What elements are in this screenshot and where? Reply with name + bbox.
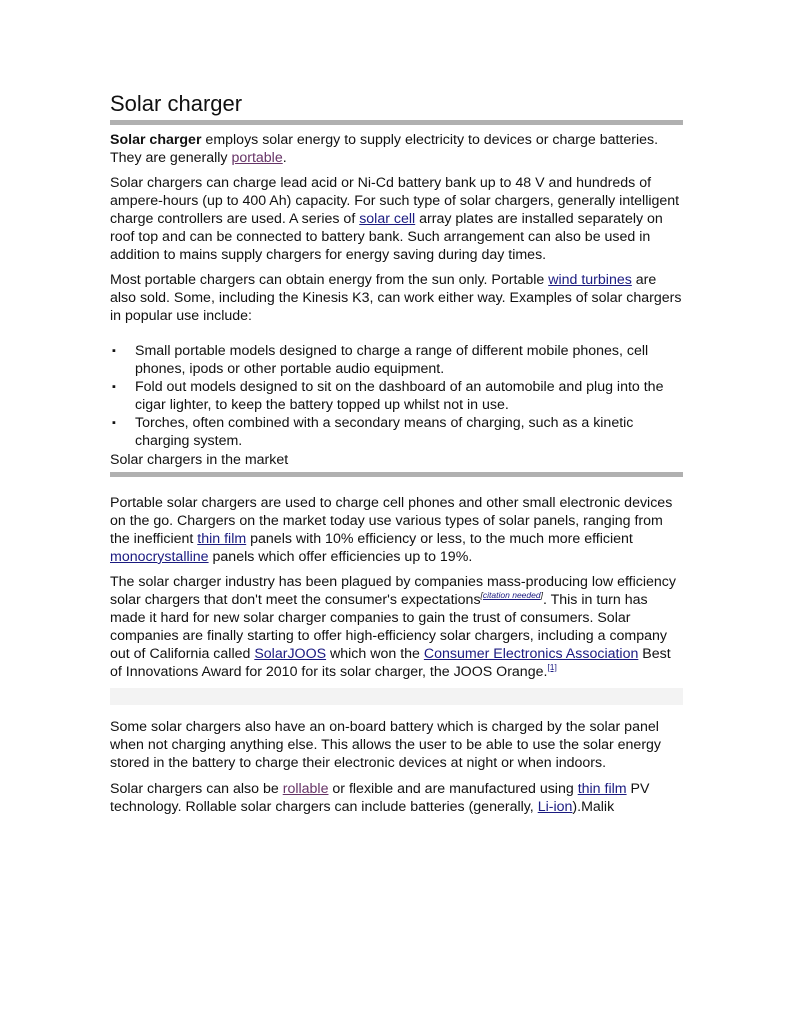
intro-paragraph: Solar charger employs solar energy to supply electricity to devices or charge batteries. They are generally portable.	[110, 132, 659, 166]
intro-bold: Solar charger	[110, 132, 202, 148]
list-item: ▪ Torches, often combined with a secondary means of charging, such as a kinetic charging system.	[112, 415, 634, 449]
link-thin-film-2[interactable]: thin film	[577, 781, 627, 797]
article	[110, 90, 683, 816]
bullet-icon: ▪	[112, 345, 116, 357]
link-solar-cell[interactable]: solar cell	[359, 211, 416, 227]
examples-list	[110, 342, 683, 450]
link-wind-turbines[interactable]: wind turbines	[548, 272, 632, 288]
image-placeholder-band	[110, 688, 683, 705]
link-citation-needed[interactable]: citation needed	[482, 590, 541, 600]
list-item: ▪ Fold out models designed to sit on the dashboard of an automobile and plug into the cigar lighter, to keep the battery topped up whilst not in use.	[112, 379, 664, 413]
link-rollable[interactable]: rollable	[282, 781, 329, 797]
bullet-icon: ▪	[112, 381, 116, 393]
paragraph-market: Portable solar chargers are used to charge cell phones and other small electronic devices on the go. Chargers on the market today use various types of solar panels, ranging from the inefficient thin film panels with 10% efficiency or less, to the much more efficient monocrystalline panels which offer efficiencies up to 19%.	[110, 495, 673, 565]
link-portable[interactable]: portable	[231, 150, 283, 166]
section-rule	[110, 472, 683, 477]
link-reference-1[interactable]: [1]	[547, 662, 557, 672]
link-thin-film[interactable]: thin film	[197, 531, 247, 547]
paragraph-portable-chargers: Most portable chargers can obtain energy from the sun only. Portable wind turbines are also sold. Some, including the Kinesis K3, can work either way. Examples of solar chargers in popular use include:	[110, 272, 682, 324]
link-monocrystalline[interactable]: monocrystalline	[110, 549, 209, 565]
paragraph-battery-bank: Solar chargers can charge lead acid or Ni-Cd battery bank up to 48 V and hundreds of ampere-hours (up to 400 Ah) capacity. For such type of solar chargers, generally intelligent charge controllers are used. A series of solar cell array plates are installed separately on roof top and can be connected to battery bank. Such arrangement can also be used in addition to mains supply chargers for energy saving during day times.	[110, 175, 680, 263]
bullet-icon: ▪	[112, 417, 116, 429]
paragraph-industry: The solar charger industry has been plagued by companies mass-producing low efficiency solar chargers that don't meet the consumer's expectations[citation needed]. This in turn has made it hard for new solar charger companies to gain the trust of consumers. Solar companies are finally starting to offer high-efficiency solar chargers, including a company out of California called SolarJOOS which won the Consumer Electronics Association Best of Innovations Award for 2010 for its solar charger, the JOOS Orange.[1]	[110, 574, 676, 680]
list-item: ▪ Small portable models designed to charge a range of different mobile phones, cell phones, ipods or other portable audio equipment.	[112, 343, 649, 377]
paragraph-onboard-battery: Some solar chargers also have an on-board battery which is charged by the solar panel when not charging anything else. This allows the user to be able to use the solar energy stored in the battery to charge their electronic devices at night or when indoors.	[110, 719, 662, 771]
link-consumer-electronics-association[interactable]: Consumer Electronics Association	[423, 646, 639, 662]
paragraph-rollable: Solar chargers can also be rollable or flexible and are manufactured using thin film PV technology. Rollable solar chargers can include batteries (generally, Li-ion).Malik	[110, 781, 650, 815]
page-title: Solar charger	[110, 91, 243, 116]
link-li-ion[interactable]: Li-ion	[537, 799, 573, 815]
title-rule	[110, 120, 683, 125]
link-solarjoos[interactable]: SolarJOOS	[254, 646, 327, 662]
reference-1	[547, 662, 556, 672]
citation-needed: [citation needed]	[480, 590, 543, 600]
section-heading: Solar chargers in the market	[110, 452, 289, 468]
